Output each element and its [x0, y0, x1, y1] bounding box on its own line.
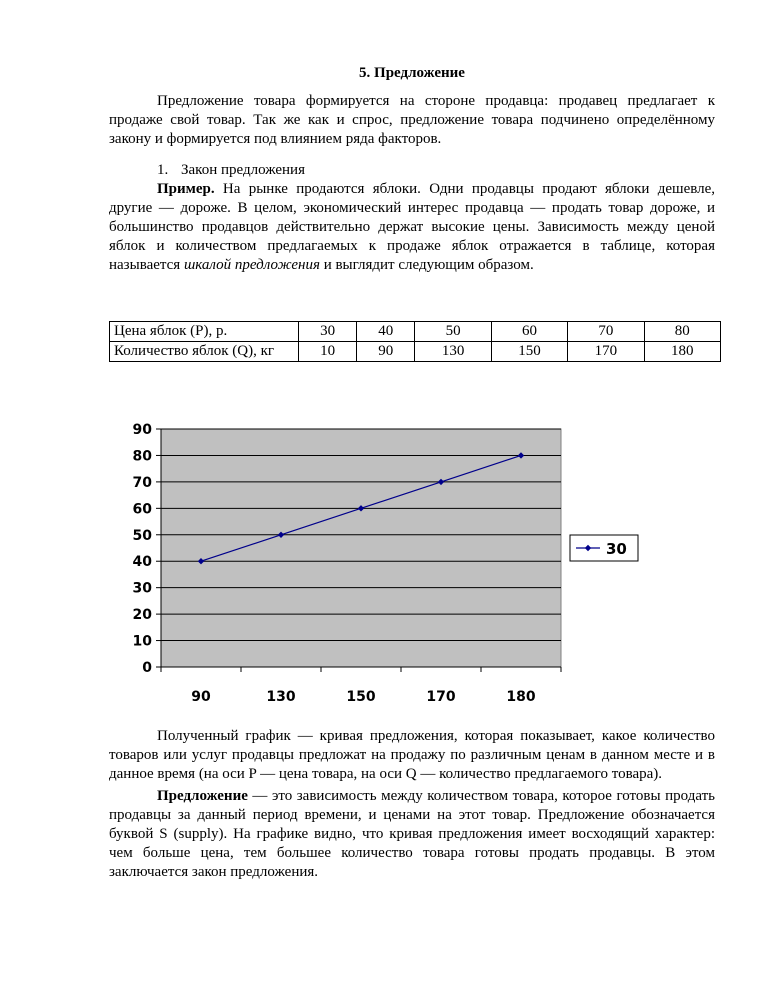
table-cell: 150: [491, 342, 567, 362]
x-tick-label: 150: [346, 689, 376, 705]
legend-label: 30: [606, 540, 627, 558]
x-tick-label: 130: [266, 689, 296, 705]
conclusion-section: [109, 727, 715, 882]
table-row: [110, 342, 721, 362]
y-tick-label: 20: [132, 607, 152, 624]
table-cell: 60: [491, 322, 567, 342]
table-cell: 180: [644, 342, 720, 362]
chart-svg: [118, 415, 648, 715]
section-heading: 5. Предложение: [359, 65, 465, 81]
definition-term: Предложение: [157, 788, 248, 804]
plot-area: [161, 429, 561, 667]
table-cell: 10: [299, 342, 357, 362]
supply-chart: [118, 415, 648, 715]
list-number: 1.: [157, 162, 169, 178]
table-row-label: Цена яблок (P), р.: [110, 322, 299, 342]
document-body: [109, 64, 715, 275]
y-tick-label: 50: [132, 527, 152, 544]
table-cell: 30: [299, 322, 357, 342]
intro-paragraph: Предложение товара формируется на стороне продавца: продавец предлагает к продаже свой товар. Так же как и спрос, предложение товара подчинено определённому закону и формируется под влиянием ряда факторов.: [109, 93, 715, 147]
y-tick-label: 90: [132, 422, 152, 438]
y-tick-label: 30: [132, 580, 152, 597]
table-cell: 80: [644, 322, 720, 342]
y-tick-label: 70: [132, 474, 152, 491]
x-tick-label: 90: [191, 689, 211, 705]
table-cell: 170: [568, 342, 644, 362]
table-cell: 50: [415, 322, 491, 342]
definition-paragraph: [109, 787, 715, 882]
list-item: [109, 161, 715, 180]
y-tick-label: 80: [132, 448, 152, 465]
y-tick-label: 60: [132, 501, 152, 518]
example-text-after: и выглядит следующим образом.: [319, 257, 534, 273]
x-tick-label: 170: [426, 689, 456, 705]
example-paragraph: [109, 180, 715, 275]
supply-schedule-table: [109, 321, 721, 362]
definition-text: — это зависимость между количеством товара, которое готовы продать продавцы за данный период времени, и ценами на этот товар. Предложение обозначается буквой S (supply). На графике видно, что кривая предложения имеет восходящий характер: чем больше цена, тем большее количество товара готовы продать продавцы. В этом заключается закон предложения.: [109, 788, 715, 880]
table-cell: 90: [357, 342, 415, 362]
example-label: Пример.: [157, 181, 215, 197]
table-row-label: Количество яблок (Q), кг: [110, 342, 299, 362]
list-text: Закон предложения: [181, 162, 305, 178]
x-tick-label: 180: [506, 689, 536, 705]
conclusion-paragraph: Полученный график — кривая предложения, которая показывает, какое количество товаров или услуг продавцы предложат на продажу по различным ценам в данном месте и в данное время (на оси P — цена товара, на оси Q — количество предлагаемого товара).: [109, 728, 715, 782]
table-row: [110, 322, 721, 342]
y-tick-label: 40: [132, 554, 152, 571]
table-cell: 70: [568, 322, 644, 342]
example-italic-term: шкалой предложения: [183, 257, 320, 273]
y-tick-label: 10: [132, 633, 152, 650]
y-tick-label: 0: [142, 660, 152, 676]
table-cell: 40: [357, 322, 415, 342]
table-cell: 130: [415, 342, 491, 362]
example-text-before: На рынке продаются яблоки. Одни продавцы продают яблоки дешевле, другие — дороже. В целом, экономический интерес продавца — продать товар дороже, и большинство продавцов действительно держат высокие цены. Зависимость между ценой яблок и количеством предлагаемых к продаже яблок отражается в таблице, которая называется: [109, 181, 715, 273]
